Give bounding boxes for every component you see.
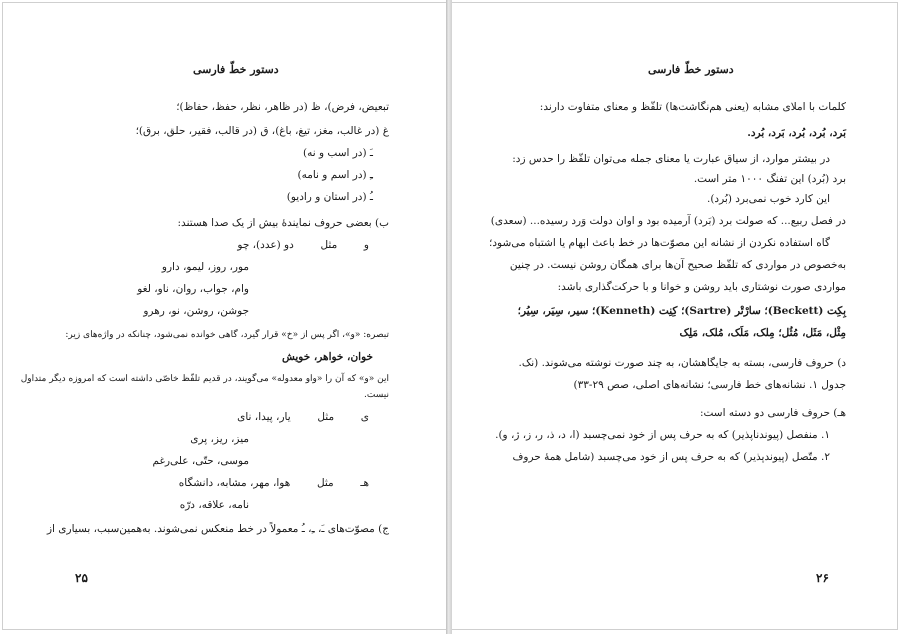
text-line: ۱. منفصل (پیوندناپذیر) که به حرف پس از خود نمی‌چسبد (ا، د، ذ، ر، ز، ژ، و). <box>495 429 830 441</box>
text-line: نامه، علاقه، درّه <box>179 499 249 511</box>
text-line: جدول ۱. نشانه‌های خط فارسی؛ نشانه‌های اصلی، صص ۲۹-۳۳) <box>573 379 846 391</box>
text-line: ـَ (در اسب و نه) <box>302 147 373 159</box>
text-line: و مثل دو (عدد)، چو <box>237 239 369 251</box>
text-line: هـ مثل هوا، مهر، مشابه، دانشگاه <box>178 477 369 489</box>
text-line: وام، جواب، روان، ناو، لغو <box>137 283 249 295</box>
text-line: برد (بُرد) این تفنگ ۱۰۰۰ متر است. <box>693 173 846 185</box>
text-line: در فصل ربیع... که صولت برد (بَرد) آرمیده بود و اوان دولت وَرد رسیده... (سعدی) <box>490 215 846 227</box>
text-line: مواردی صورت نوشتاری باید روشن و خوانا و با حرکت‌گذاری باشد: <box>557 281 846 293</box>
text-line: تبعیض، فرض)، ظ (در ظاهر، نظر، حفظ، حفاظ)؛ <box>176 101 389 113</box>
text-line: ب) بعضی حروف نمایندۀ بیش از یک صدا هستند: <box>177 217 389 229</box>
text-line: تبصره: «و»، اگر پس از «خ» قرار گیرد، گاهی خوانده نمی‌شود، چنانکه در واژه‌های زیر: <box>65 330 389 340</box>
text-line: جوشن، روشن، نو، رهرو <box>143 305 249 317</box>
text-line: بِکِت (Beckett)؛ سارْتْر (Sartre)؛ کِنِت (Kenneth)؛ سیر، سِیَر، سِیُر؛ <box>517 305 846 317</box>
text-line: ـُ (در استان و رادیو) <box>286 191 373 203</box>
text-line: هـ) حروف فارسی دو دسته است: <box>699 407 846 419</box>
text-line: این «و» که آن را «واو معدوله» می‌گویند، در قدیم تلفّظ خاصّی داشته است که امروزه دیگر متداول <box>20 374 389 384</box>
text-line: د) حروف فارسی، بسته به جایگاهشان، به چند صورت نوشته می‌شوند. (نک. <box>518 357 846 369</box>
text-line: گاه استفاده نکردن از نشانه این مصوّت‌ها در خط باعث ابهام یا اشتباه می‌شود؛ <box>489 237 830 249</box>
text-line: غ (در غالب، مغز، تیغ، باغ)، ق (در قالب، فقیر، حلق، برق)؛ <box>135 125 389 137</box>
page-number: ۲۶ <box>816 571 829 585</box>
running-head: دستور خطّ فارسی <box>648 63 734 76</box>
text-line: میز، ریز، پری <box>190 433 249 445</box>
text-line: ج) مصوّت‌های ـَ، ـِ، ـُ معمولاً در خط منعکس نمی‌شوند. به‌همین‌سبب، بسیاری از <box>46 523 389 535</box>
text-line: این کارد خوب نمی‌برد (بُرد). <box>707 193 830 205</box>
text-line: خوان، خواهر، خویش <box>281 351 373 363</box>
text-line: نیست. <box>364 390 389 400</box>
text-line: موسی، حتّی، علی‌رغم <box>152 455 249 467</box>
running-head: دستور خطّ فارسی <box>193 63 279 76</box>
text-line: به‌خصوص در مواردی که تلفّظ صحیح آن‌ها برای همگان روشن نیست. در چنین <box>509 259 846 271</box>
right-page <box>452 2 898 630</box>
text-line: ۲. متّصل (پیوندپذیر) که به حرف پس از خود می‌چسبد (شامل همهٔ حروف <box>512 451 830 463</box>
text-line: کلمات با املای مشابه (یعنی هم‌نگاشت‌ها) تلفّظ و معنای متفاوت دارند: <box>539 101 846 113</box>
page-number: ۲۵ <box>75 571 88 585</box>
text-line: ی مثل یار، پیدا، نای <box>237 411 369 423</box>
text-line: مِثْل، مَثَل، مُثُل؛ مِلک، مَلَک، مُلک، مَلِک <box>679 327 846 339</box>
text-line: ـِ (در اسم و نامه) <box>297 169 373 181</box>
text-line: در بیشتر موارد، از سیاق عبارت یا معنای جمله می‌توان تلفّظ را حدس زد: <box>512 153 830 165</box>
text-line: مور، روز، لیمو، دارو <box>161 261 249 273</box>
left-page <box>2 2 446 630</box>
text-line: بَرد، بُرد، بُرد، بَرد، بُرد. <box>747 127 846 139</box>
